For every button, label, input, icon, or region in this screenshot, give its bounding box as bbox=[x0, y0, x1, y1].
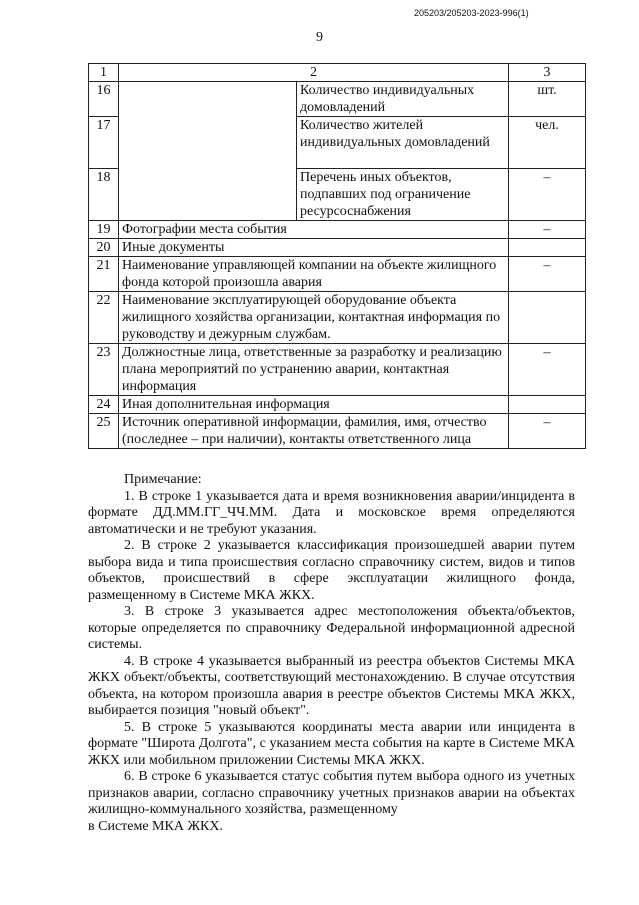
header-cell: 2 bbox=[119, 64, 509, 82]
notes-section bbox=[88, 472, 575, 835]
table-row bbox=[89, 396, 586, 414]
row-number: 21 bbox=[89, 257, 119, 292]
row-unit: – bbox=[509, 257, 586, 292]
row-number: 23 bbox=[89, 344, 119, 396]
row-text: Количество жителей индивидуальных домовладений bbox=[297, 117, 509, 169]
table-row bbox=[89, 344, 586, 396]
row-unit bbox=[509, 292, 586, 344]
row-unit bbox=[509, 396, 586, 414]
row-text: Фотографии места события bbox=[119, 221, 509, 239]
row-unit: шт. bbox=[509, 82, 586, 117]
table-row bbox=[89, 292, 586, 344]
table-row bbox=[89, 221, 586, 239]
row-text: Наименование эксплуатирующей оборудование объекта жилищного хозяйства организации, контактная информация по руководству и дежурным службам. bbox=[119, 292, 509, 344]
row-text: Источник оперативной информации, фамилия, имя, отчество (последнее – при наличии), контакты ответственного лица bbox=[119, 414, 509, 449]
header-cell: 1 bbox=[89, 64, 119, 82]
row-number: 20 bbox=[89, 239, 119, 257]
row-text: Иные документы bbox=[119, 239, 509, 257]
note-paragraph-end: в Системе МКА ЖКХ. bbox=[88, 818, 223, 834]
row-unit: – bbox=[509, 169, 586, 221]
row-unit bbox=[509, 239, 586, 257]
note-paragraph: 4. В строке 4 указывается выбранный из реестра объектов Системы МКА ЖКХ объект/объекты, соответствующий местонахождению. В случае отсутствия объекта, на котором произошла авария в реестре объектов Системы МКА ЖКХ, выбирается позиция "новый объект". bbox=[88, 653, 575, 718]
note-paragraph: 5. В строке 5 указываются координаты места аварии или инцидента в формате "Широта Долгота", с указанием места события на карте в Системе МКА ЖКХ или мобильном приложении Системы МКА ЖКХ. bbox=[88, 719, 575, 768]
table-row bbox=[89, 257, 586, 292]
row-number: 18 bbox=[89, 169, 119, 221]
table-row bbox=[89, 239, 586, 257]
merged-empty-cell bbox=[119, 82, 297, 221]
table-header-row bbox=[89, 64, 586, 82]
note-paragraph: 3. В строке 3 указывается адрес местоположения объекта/объектов, которые определяется по справочнику Федеральной информационной адресной системы. bbox=[88, 604, 575, 652]
document-id: 205203/205203-2023-996(1) bbox=[414, 8, 529, 18]
row-text: Должностные лица, ответственные за разработку и реализацию плана мероприятий по устранению аварии, контактная информация bbox=[119, 344, 509, 396]
table-row bbox=[89, 414, 586, 449]
row-number: 25 bbox=[89, 414, 119, 449]
row-number: 16 bbox=[89, 82, 119, 117]
row-number: 22 bbox=[89, 292, 119, 344]
note-paragraph: 6. В строке 6 указывается статус события путем выбора одного из учетных признаков аварии, согласно справочнику учетных признаков аварии на объектах жилищно-коммунального хозяйства, размещенному bbox=[88, 769, 575, 817]
table-row bbox=[89, 82, 586, 117]
note-paragraph: 2. В строке 2 указывается классификация произошедшей аварии путем выбора вида и типа происшествия согласно справочнику систем, видов и типов объектов, происшествий в сфере эксплуатации жилищного фонда, размещенному в Системе МКА ЖКХ. bbox=[88, 538, 575, 603]
row-number: 17 bbox=[89, 117, 119, 169]
row-number: 24 bbox=[89, 396, 119, 414]
data-table bbox=[88, 63, 586, 449]
row-unit: – bbox=[509, 221, 586, 239]
row-text: Количество индивидуальных домовладений bbox=[297, 82, 509, 117]
row-text: Перечень иных объектов, подпавших под ограничение ресурсоснабжения bbox=[297, 169, 509, 221]
header-cell: 3 bbox=[509, 64, 586, 82]
row-text: Иная дополнительная информация bbox=[119, 396, 509, 414]
note-paragraph: 1. В строке 1 указывается дата и время возникновения аварии/инцидента в формате ДД.ММ.ГГ_ЧЧ.ММ. Дата и московское время определяются автоматически и не требуют указания. bbox=[88, 488, 575, 537]
row-unit: – bbox=[509, 344, 586, 396]
row-number: 19 bbox=[89, 221, 119, 239]
page-number: 9 bbox=[316, 30, 323, 45]
row-unit: чел. bbox=[509, 117, 586, 169]
notes-heading: Примечание: bbox=[124, 472, 202, 487]
row-text: Наименование управляющей компании на объекте жилищного фонда которой произошла авария bbox=[119, 257, 509, 292]
row-unit: – bbox=[509, 414, 586, 449]
